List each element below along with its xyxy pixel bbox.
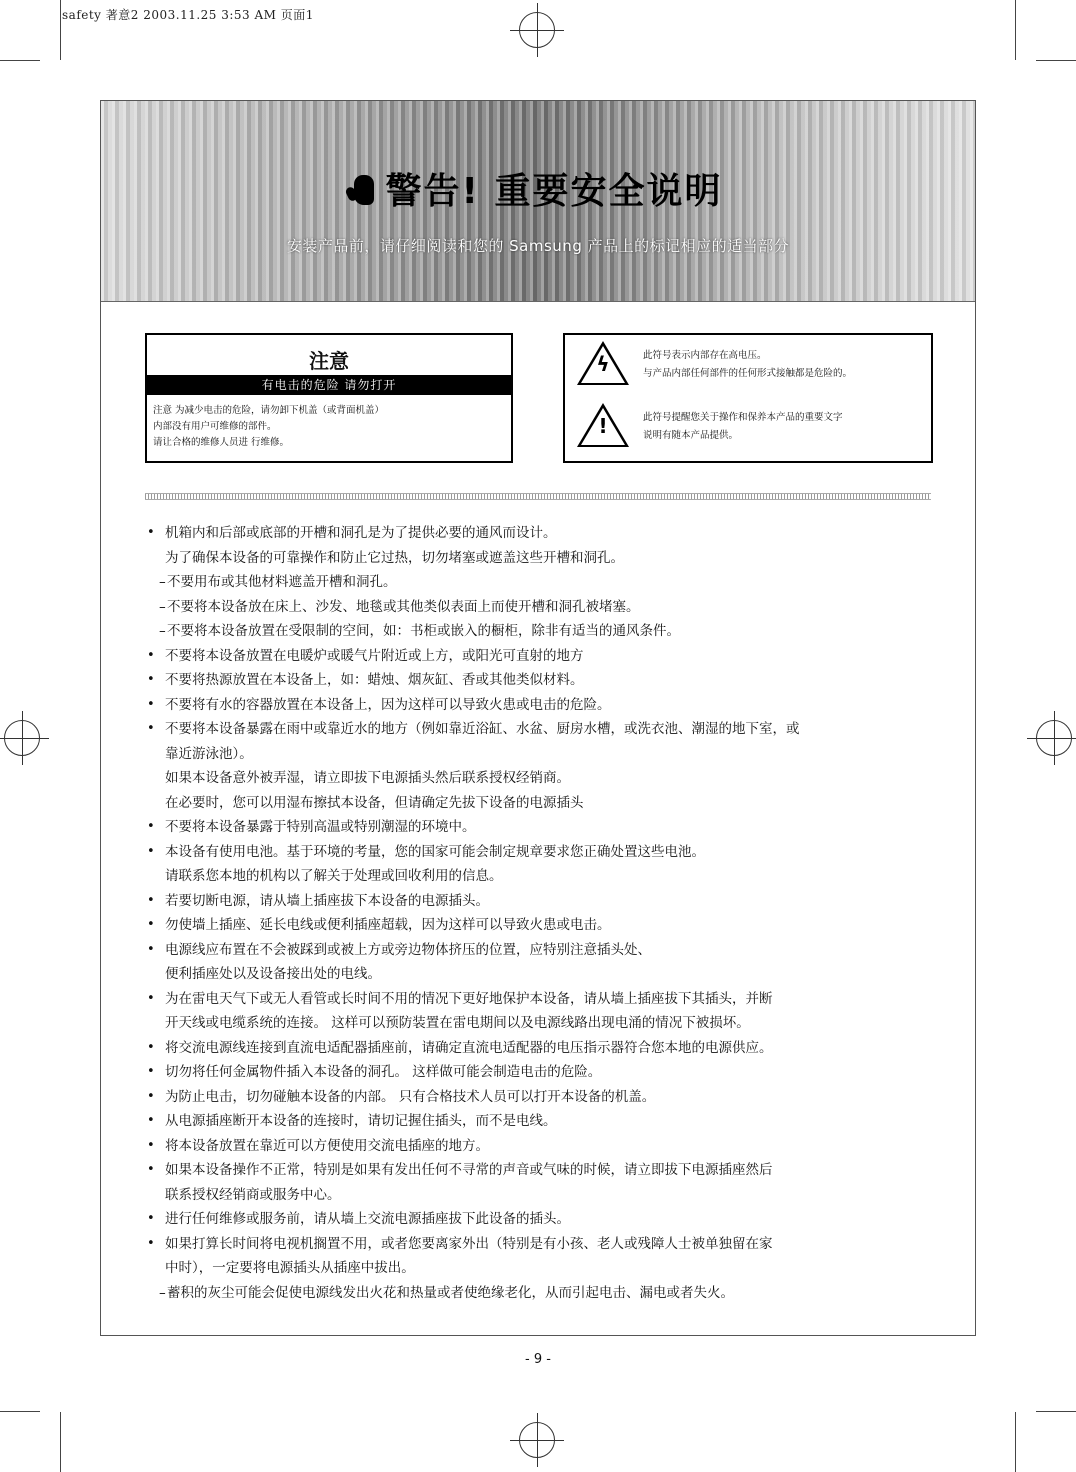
bullet-item: • 为在雷电天气下或无人看管或长时间不用的情况下更好地保护本设备，请从墙上插座拔下其插头，并断 [145, 987, 945, 1012]
bullet-item: • 如果打算长时间将电视机搁置不用，或者您要离家外出（特别是有小孩、老人或残障人士被单独留在家 [145, 1232, 945, 1257]
bullet-item: • 机箱内和后部或底部的开槽和洞孔是为了提供必要的通风而设计。 [145, 521, 945, 546]
registration-mark-right [1036, 720, 1072, 756]
continuation-line: 靠近游泳池）。 [165, 745, 253, 762]
exclamation-symbol-text [643, 409, 843, 445]
bullet-item: • 将交流电源线连接到直流电适配器插座前，请确定直流电适配器的电压指示器符合您本地的电源供应。 [145, 1036, 945, 1061]
hand-stop-icon [354, 175, 374, 205]
bullet-item: • 不要将本设备暴露在雨中或靠近水的地方（例如靠近浴缸、水盆、厨房水槽，或洗衣池、潮湿的地下室，或 [145, 717, 945, 742]
crop-mark-bottom-left [60, 1412, 61, 1472]
bullet-item: • 电源线应布置在不会被踩到或被上方或旁边物体挤压的位置，应特别注意插头处、 [145, 938, 945, 963]
lightning-symbol-row [565, 335, 931, 395]
lightning-symbol-text [643, 347, 852, 383]
dash-sub-item: – 蓄积的灰尘可能会促使电源线发出火花和热量或者使绝缘老化，从而引起电击、漏电或者失火。 [145, 1281, 945, 1306]
continuation-line: 如果本设备意外被弄湿，请立即拔下电源插头然后联系授权经销商。 [165, 770, 570, 786]
continuation-line: 便利插座处以及设备接出处的电线。 [165, 966, 381, 982]
section-divider [145, 493, 931, 500]
warning-banner [101, 101, 975, 302]
banner-subtitle: 安装产品前，请仔细阅读和您的 Samsung 产品上的标记相应的适当部分 [286, 237, 790, 255]
symbol-text-line: 说明有随本产品提供。 [643, 430, 739, 441]
printer-header: safety 著意2 2003.11.25 3:53 AM 页面1 [62, 8, 314, 22]
caution-box [145, 333, 513, 463]
bullet-item: • 进行任何维修或服务前，请从墙上交流电源插座拔下此设备的插头。 [145, 1207, 945, 1232]
safety-instructions-list [145, 521, 945, 1305]
continuation-line: 中时），一定要将电源插头从插座中拔出。 [165, 1260, 415, 1276]
bullet-item: • 切勿将任何金属物件插入本设备的洞孔。 这样做可能会制造电击的危险。 [145, 1060, 945, 1085]
caution-bar: 有电击的危险 请勿打开 [147, 375, 511, 395]
symbol-text-line: 此符号表示内部存在高电压。 [643, 350, 767, 361]
bullet-item: • 若要切断电源，请从墙上插座拔下本设备的电源插头。 [145, 889, 945, 914]
crop-mark-top-right-h [1036, 60, 1076, 61]
continuation-line: 在必要时，您可以用湿布擦拭本设备，但请确定先拔下设备的电源插头 [165, 794, 584, 811]
bullet-item: • 不要将有水的容器放置在本设备上，因为这样可以导致火患或电击的危险。 [145, 693, 945, 718]
continuation-line: 为了确保本设备的可靠操作和防止它过热，切勿堵塞或遮盖这些开槽和洞孔。 [165, 549, 624, 566]
bullet-item: • 不要将本设备暴露于特别高温或特别潮湿的环境中。 [145, 815, 945, 840]
exclamation-symbol-row [565, 397, 931, 457]
bullet-item: • 从电源插座断开本设备的连接时，请切记握住插头，而不是电线。 [145, 1109, 945, 1134]
safety-panel [100, 100, 976, 1336]
dash-sub-item: – 不要将本设备放置在受限制的空间，如：书柜或嵌入的橱柜，除非有适当的通风条件。 [145, 619, 945, 644]
caution-note-line: 注意 为减少电击的危险，请勿卸下机盖（或背面机盖） [153, 405, 385, 416]
bullet-item: • 如果本设备操作不正常，特别是如果有发出任何不寻常的声音或气味的时候，请立即拔下电源插座然后 [145, 1158, 945, 1183]
crop-mark-top-left-h [0, 60, 40, 61]
bullet-item: • 本设备有使用电池。基于环境的考量，您的国家可能会制定规章要求您正确处置这些电池。 [145, 840, 945, 865]
crop-mark-top-left [60, 0, 61, 60]
symbol-text-line: 与产品内部任何部件的任何形式接触都是危险的。 [643, 368, 853, 379]
crop-mark-bottom-right-h [1036, 1411, 1076, 1412]
bullet-item: • 为防止电击，切勿碰触本设备的内部。 只有合格技术人员可以打开本设备的机盖。 [145, 1085, 945, 1110]
bullet-item: • 勿使墙上插座、延长电线或便利插座超载，因为这样可以导致火患或电击。 [145, 913, 945, 938]
caution-note [153, 403, 384, 451]
registration-mark-bottom [519, 1422, 555, 1458]
bullet-item: • 不要将本设备放置在电暖炉或暖气片附近或上方，或阳光可直射的地方 [145, 644, 945, 669]
bullet-item: • 将本设备放置在靠近可以方便使用交流电插座的地方。 [145, 1134, 945, 1159]
continuation-line: 请联系您本地的机构以了解关于处理或回收利用的信息。 [165, 868, 503, 884]
registration-mark-left [4, 720, 40, 756]
caution-note-line: 请让合格的维修人员进 行维修。 [153, 437, 290, 448]
caution-note-line: 内部没有用户可维修的部件。 [153, 421, 277, 432]
bullet-item: • 不要将热源放置在本设备上，如：蜡烛、烟灰缸、香或其他类似材料。 [145, 668, 945, 693]
dash-sub-item: – 不要将本设备放在床上、沙发、地毯或其他类似表面上而使开槽和洞孔被堵塞。 [145, 595, 945, 620]
crop-mark-bottom-right [1015, 1412, 1016, 1472]
caution-title: 注意 [309, 349, 349, 373]
registration-mark-top [519, 12, 555, 48]
continuation-line: 联系授权经销商或服务中心。 [165, 1186, 341, 1203]
symbol-box [563, 333, 933, 463]
symbol-text-line: 此符号提醒您关于操作和保养本产品的重要文字 [643, 412, 843, 423]
dash-sub-item: – 不要用布或其他材料遮盖开槽和洞孔。 [145, 570, 945, 595]
crop-mark-top-right [1015, 0, 1016, 60]
crop-mark-bottom-left-h [0, 1411, 40, 1412]
exclamation-icon: ! [598, 414, 608, 438]
banner-title [101, 163, 975, 214]
banner-title-text: 警告! 重要安全说明 [385, 171, 723, 212]
continuation-line: 开天线或电缆系统的连接。 这样可以预防装置在雷电期间以及电源线路出现电涌的情况下被损坏。 [165, 1015, 750, 1031]
page-number: - 9 - [525, 1352, 551, 1367]
lightning-bolt-icon: ϟ [596, 352, 610, 376]
